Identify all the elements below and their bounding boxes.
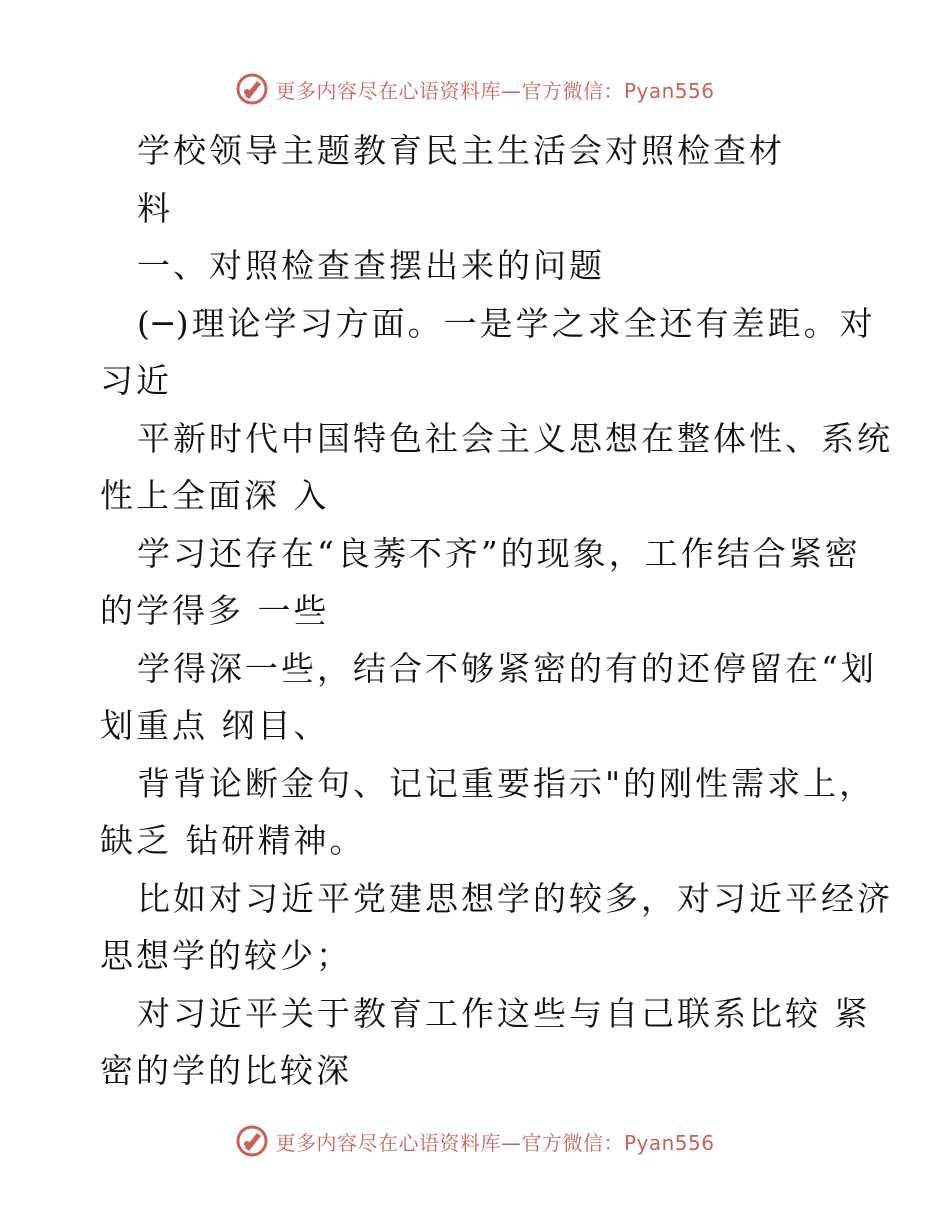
text-line: 学习还存在“良莠不齐”的现象，工作结合紧密 <box>137 533 861 573</box>
pen-logo-icon <box>235 1124 269 1158</box>
text-line: 比如对习近平党建思想学的较多，对习近平经济 <box>137 878 893 918</box>
text-line: 习近 <box>100 361 172 400</box>
pen-logo-icon <box>235 72 269 106</box>
watermark-text: 更多内容尽在心语资料库—官方微信：Pyan556 <box>275 1130 715 1155</box>
text-line: 性上全面深 入 <box>100 476 330 515</box>
text-line: (─)理论学习方面。一是学之求全还有差距。对 <box>137 303 876 343</box>
document-body <box>100 122 893 1100</box>
text-line: 的学得多 一些 <box>100 591 330 630</box>
text-line: 学校领导主题教育民主生活会对照检查材 <box>137 131 785 170</box>
text-line: 料 <box>137 188 173 228</box>
text-line: 思想学的较少； <box>100 936 352 975</box>
text-line: 划重点 纲目、 <box>100 706 330 745</box>
text-line: 平新时代中国特色社会主义思想在整体性、系统 <box>137 418 893 458</box>
text-line: 学得深一些，结合不够紧密的有的还停留在“划 <box>137 648 877 688</box>
text-line: 密的学的比较深 <box>100 1051 352 1090</box>
text-line: 缺乏 钻研精神。 <box>100 821 366 860</box>
text-line: 一、对照检查查摆出来的问题 <box>137 246 605 285</box>
footer-watermark <box>0 1124 950 1158</box>
text-line: 对习近平关于教育工作这些与自己联系比较 紧 <box>137 993 871 1033</box>
watermark-text: 更多内容尽在心语资料库—官方微信：Pyan556 <box>275 78 715 103</box>
text-line: 背背论断金句、记记重要指示"的刚性需求上， <box>137 763 876 803</box>
header-watermark <box>0 72 950 106</box>
